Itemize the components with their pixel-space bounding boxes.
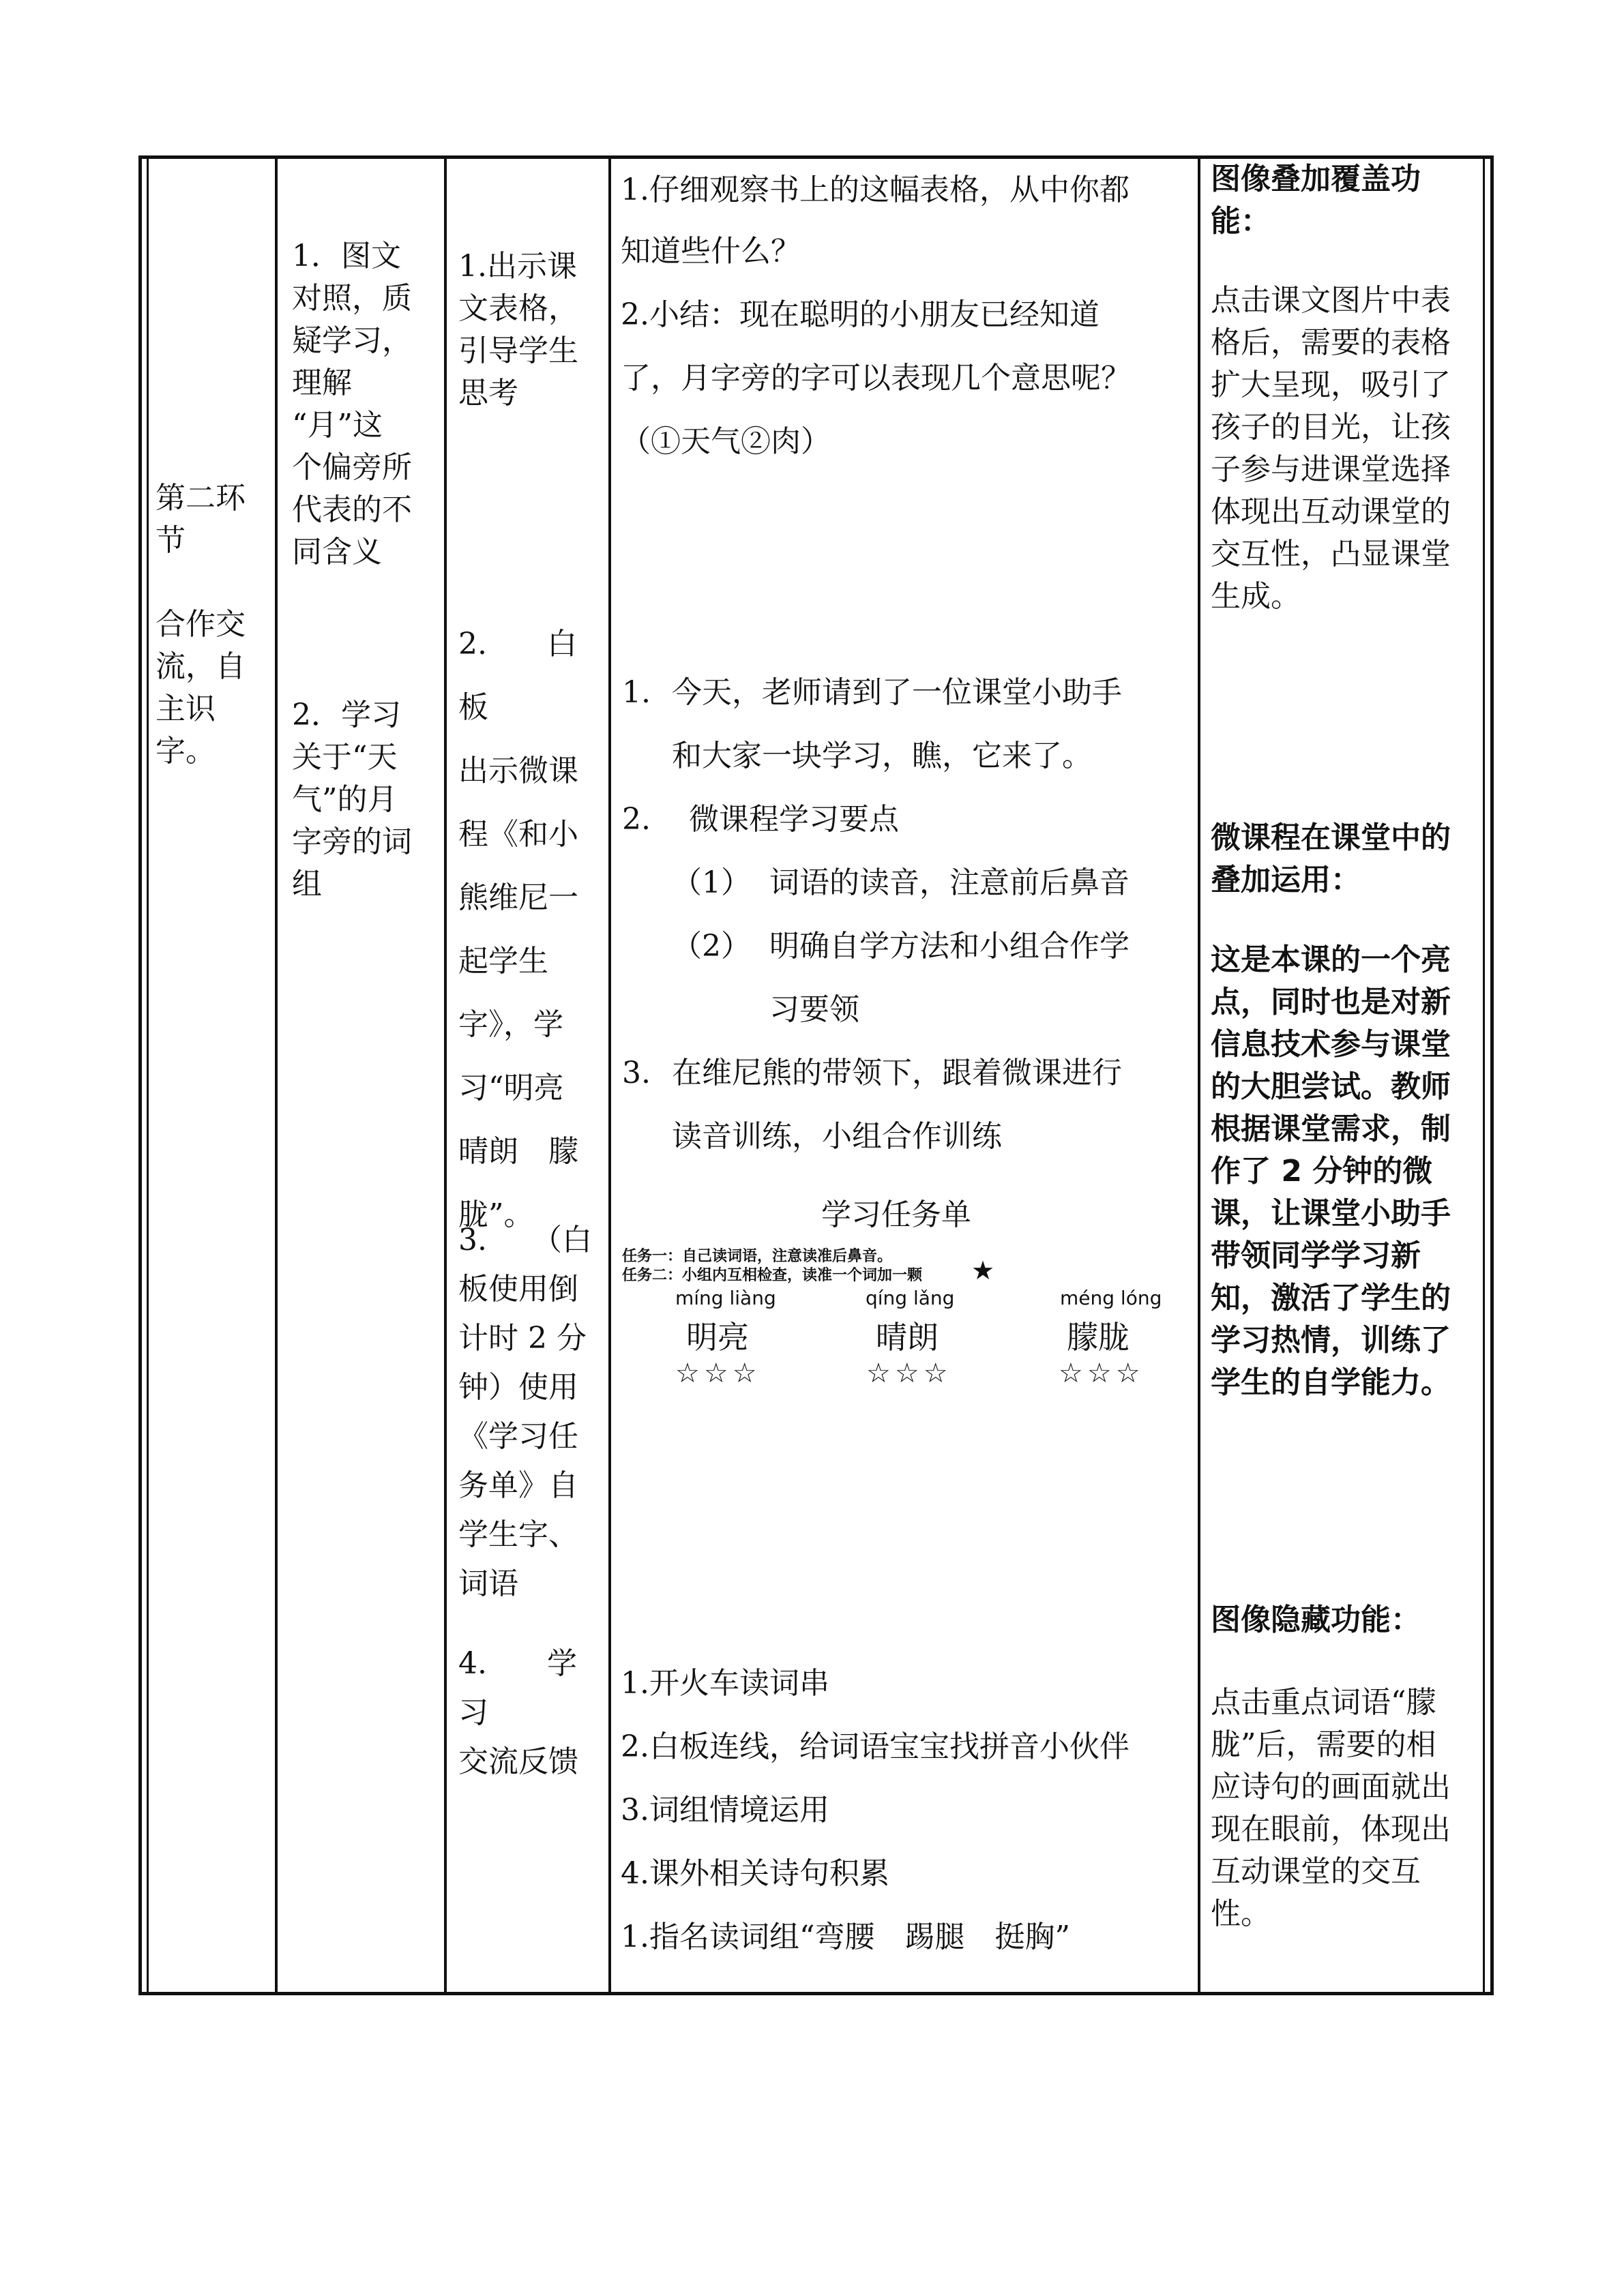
- word-1: 明亮: [686, 1319, 749, 1356]
- note-heading-1: 图像叠加覆盖功 能：: [1211, 162, 1421, 239]
- word-3: 朦胧: [1067, 1319, 1130, 1356]
- student-block1-line3: 2.小结：现在聪明的小朋友已经知道: [621, 297, 1099, 332]
- student-b2-2a-num: （1）: [672, 865, 751, 900]
- worksheet-title: 学习任务单: [821, 1197, 971, 1232]
- student-b2-2-text: 微课程学习要点: [689, 802, 899, 837]
- note-paragraph-3: 点击重点词语“朦 胧”后，需要的相 应诗句的画面就出 现在眼前，体现出 互动课堂的交互 性。: [1211, 1685, 1451, 1931]
- column-divider: [275, 155, 278, 1995]
- student-block1-line5: （①天气②肉）: [621, 424, 831, 459]
- stage-subtitle: 合作交 流，自 主识 字。: [156, 607, 246, 769]
- filled-star-icon: ★: [971, 1255, 995, 1285]
- worksheet-task-1: 任务一：自己读词语，注意读准后鼻音。: [622, 1248, 893, 1265]
- student-b2-1-line1: 今天，老师请到了一位课堂小助手: [672, 675, 1122, 710]
- goal-item-1: 1．图文 对照，质 疑学习， 理解 “月”这 个偏旁所 代表的不 同含义: [292, 239, 412, 569]
- goal-item-2: 2．学习 关于“天 气”的月 字旁的词 组: [292, 698, 412, 901]
- student-b2-2a-text: 词语的读音，注意前后鼻音: [769, 865, 1130, 900]
- word-2: 晴朗: [876, 1319, 939, 1356]
- student-b4-line4: 4.课外相关诗句积累: [621, 1856, 889, 1891]
- table-inner-right-border: [1483, 155, 1485, 1995]
- teacher-item-1: 1.出示课 文表格， 引导学生 思考: [458, 249, 578, 411]
- student-b2-2-num: 2.: [622, 802, 651, 837]
- stars-2: ☆☆☆: [866, 1358, 952, 1389]
- student-b2-2b-line2: 习要领: [769, 992, 859, 1027]
- pinyin-1: míng liàng: [675, 1287, 776, 1309]
- student-b2-2b-num: （2）: [672, 929, 751, 964]
- student-block1-line1: 1.仔细观察书上的这幅表格，从中你都: [621, 173, 1130, 207]
- stars-1: ☆☆☆: [675, 1358, 761, 1389]
- student-b2-3-line2: 读音训练，小组合作训练: [672, 1119, 1002, 1154]
- stars-3: ☆☆☆: [1059, 1358, 1145, 1389]
- student-b2-2b-line1: 明确自学方法和小组合作学: [769, 929, 1130, 964]
- note-paragraph-2: 这是本课的一个亮 点，同时也是对新 信息技术参与课堂 的大胆尝试。教师 根据课堂需求，制 作了 2 分钟的微 课，让课堂小助手 带领同学学习新 知，激活了学生的 学习热情，训练了 学生的自学能力。: [1211, 942, 1451, 1400]
- student-b4-line1: 1.开火车读词串: [621, 1666, 829, 1701]
- teacher-item-4: 4. 学习 交流反馈: [458, 1646, 578, 1779]
- worksheet-image: [617, 1190, 1190, 1408]
- note-paragraph-1: 点击课文图片中表 格后，需要的表格 扩大呈现，吸引了 孩子的目光，让孩 子参与进课堂选择 体现出互动课堂的 交互性，凸显课堂 生成。: [1211, 283, 1451, 614]
- teacher-item-2: 2. 白板 出示微课 程《和小 熊维尼一 起学生 字》，学 习“明亮 晴朗 朦 胧”。: [458, 627, 578, 1232]
- note-heading-3: 图像隐藏功能：: [1211, 1602, 1421, 1637]
- pinyin-3: méng lóng: [1060, 1287, 1162, 1309]
- worksheet-task-2: 任务二：小组内互相检查，读准一个词加一颗: [622, 1267, 923, 1284]
- column-divider: [444, 155, 447, 1995]
- pinyin-2: qíng lǎng: [866, 1287, 955, 1309]
- student-b4-line3: 3.词组情境运用: [621, 1793, 829, 1828]
- column-divider: [608, 155, 611, 1995]
- teacher-item-3: 3. （白 板使用倒 计时 2 分 钟）使用 《学习任 务单》自 学生字、 词语: [458, 1223, 592, 1601]
- student-block1-line4: 了，月字旁的字可以表现几个意思呢？: [621, 361, 1131, 396]
- student-b2-1-num: 1.: [622, 675, 651, 710]
- column-divider: [1198, 155, 1200, 1995]
- table-inner-left-border: [147, 155, 149, 1995]
- note-heading-2: 微课程在课堂中的 叠加运用：: [1211, 820, 1451, 897]
- student-b4-line2: 2.白板连线，给词语宝宝找拼音小伙伴: [621, 1729, 1130, 1764]
- stage-title: 第二环 节: [156, 481, 246, 558]
- student-block1-line2: 知道些什么？: [621, 234, 801, 269]
- student-b2-1-line2: 和大家一块学习，瞧，它来了。: [672, 739, 1092, 773]
- student-b4-line5: 1.指名读词组“弯腰 踢腿 挺胸”: [621, 1920, 1070, 1954]
- student-b2-3-num: 3.: [622, 1056, 651, 1090]
- student-b2-3-line1: 在维尼熊的带领下，跟着微课进行: [672, 1056, 1122, 1090]
